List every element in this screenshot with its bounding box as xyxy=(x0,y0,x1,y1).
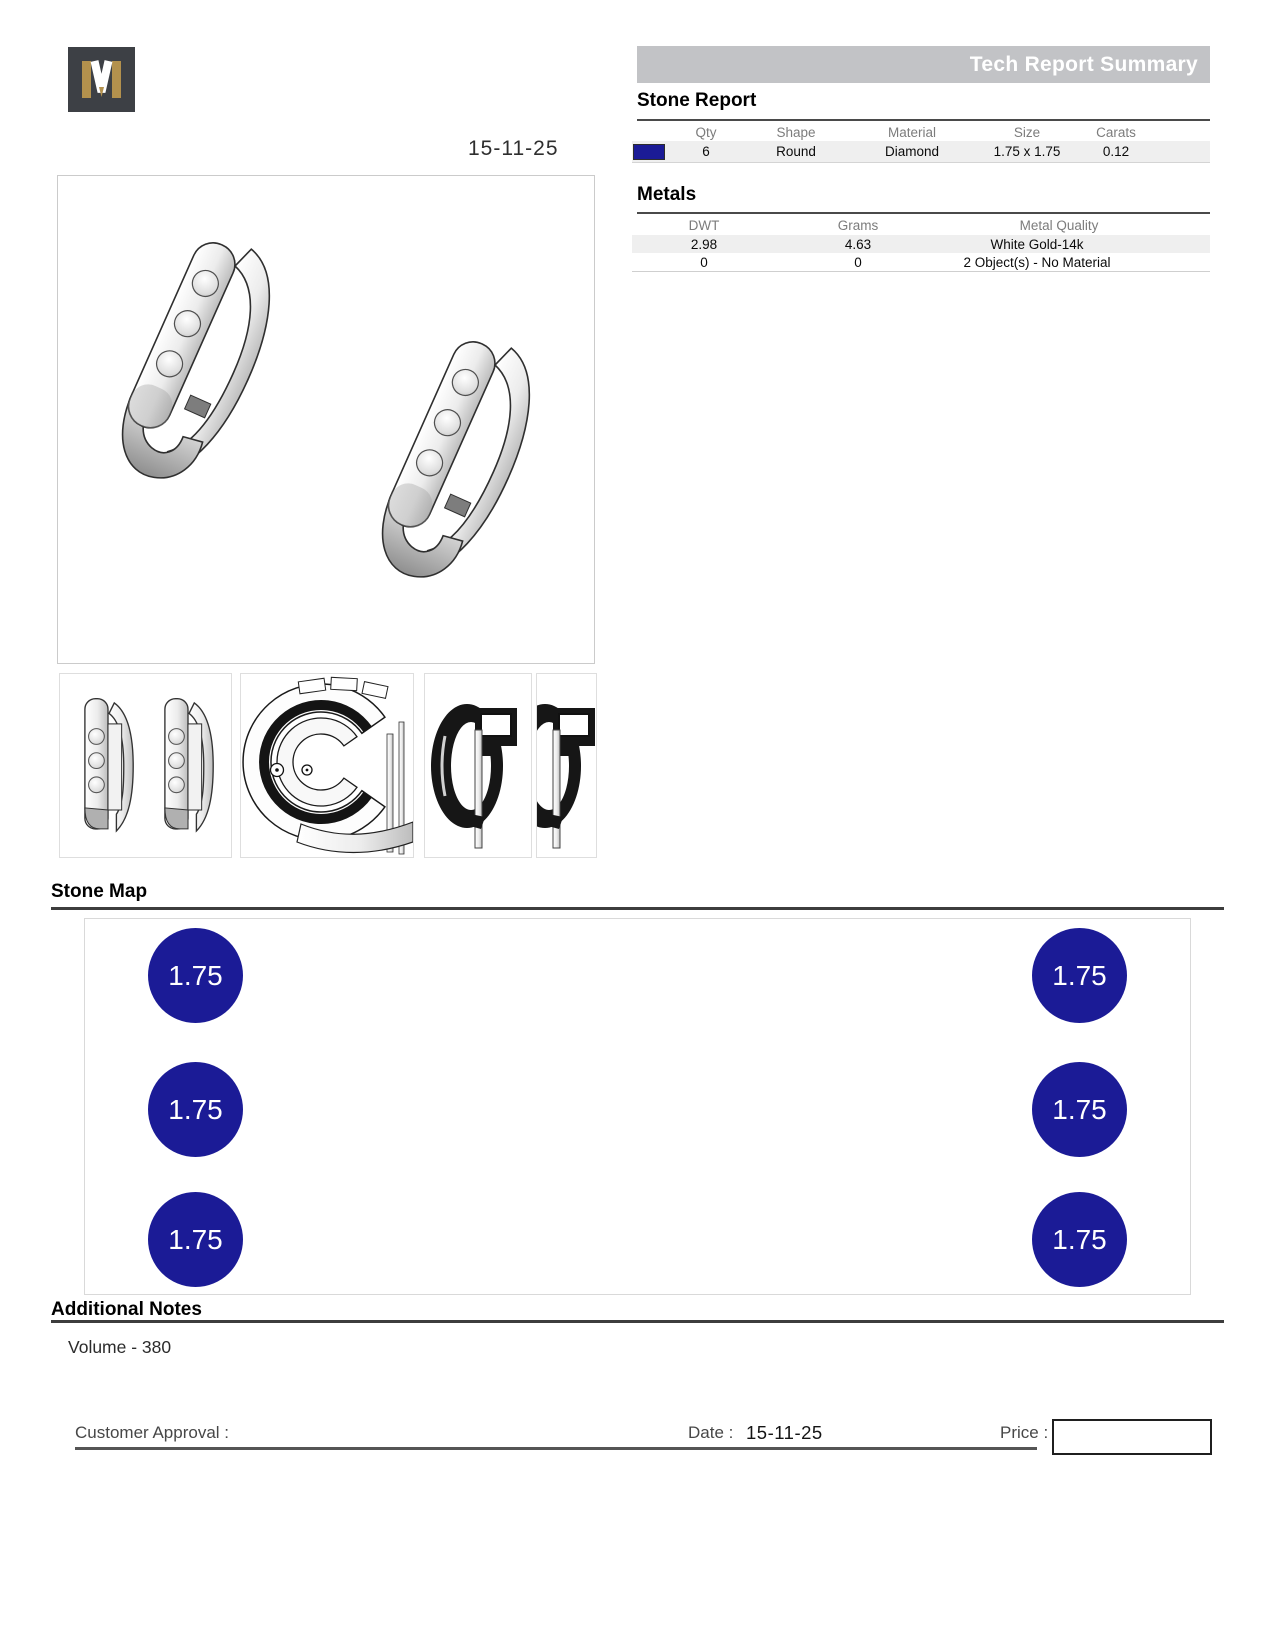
stone-marker: 1.75 xyxy=(148,1062,243,1157)
metals-heading: Metals xyxy=(637,184,697,205)
customer-approval-label: Customer Approval : xyxy=(75,1423,230,1442)
thumbnail-dark-side-view-2 xyxy=(536,673,597,858)
col-qty: Qty xyxy=(695,125,717,140)
cell-shape: Round xyxy=(776,144,816,159)
col-size: Size xyxy=(1013,125,1041,140)
footer-date-label: Date : xyxy=(688,1423,734,1442)
stone-marker: 1.75 xyxy=(1032,1062,1127,1157)
cell-dwt-2: 0 xyxy=(700,255,708,270)
additional-notes-rule xyxy=(51,1320,1224,1323)
report-title-bar xyxy=(637,46,1210,83)
main-render-image xyxy=(57,175,595,664)
col-metal-quality: Metal Quality xyxy=(1019,218,1099,233)
col-dwt: DWT xyxy=(688,218,720,233)
stone-marker: 1.75 xyxy=(1032,1192,1127,1287)
cell-quality-2: 2 Object(s) - No Material xyxy=(963,255,1111,270)
cell-grams-1: 4.63 xyxy=(844,237,872,252)
additional-notes-heading: Additional Notes xyxy=(51,1299,202,1320)
col-material: Material xyxy=(887,125,937,140)
brand-logo-m-icon xyxy=(68,47,135,112)
thumbnail-side-views xyxy=(59,673,232,858)
metals-row-2 xyxy=(632,253,1210,272)
cell-size: 1.75 x 1.75 xyxy=(993,144,1061,159)
thumbnail-hoop-closeup xyxy=(240,673,414,858)
cell-material: Diamond xyxy=(884,144,940,159)
cell-carats: 0.12 xyxy=(1102,144,1130,159)
col-grams: Grams xyxy=(837,218,879,233)
stone-report-rule xyxy=(637,119,1210,121)
report-date: 15-11-25 xyxy=(468,137,559,160)
col-carats: Carats xyxy=(1096,125,1136,140)
price-input-box[interactable] xyxy=(1052,1419,1212,1455)
stone-marker: 1.75 xyxy=(148,1192,243,1287)
cell-quality-1: White Gold-14k xyxy=(990,237,1084,252)
stone-map-heading: Stone Map xyxy=(51,881,148,902)
stone-color-swatch xyxy=(633,144,665,160)
thumbnail-dark-side-view xyxy=(424,673,532,858)
stone-report-heading: Stone Report xyxy=(637,90,757,111)
signature-line xyxy=(75,1447,1037,1450)
stone-marker: 1.75 xyxy=(1032,928,1127,1023)
price-label: Price : xyxy=(1000,1423,1049,1442)
stone-marker: 1.75 xyxy=(148,928,243,1023)
col-shape: Shape xyxy=(776,125,816,140)
note-volume: Volume - 380 xyxy=(68,1337,172,1357)
cell-dwt-1: 2.98 xyxy=(690,237,718,252)
metals-rule xyxy=(637,212,1210,214)
metals-row-1 xyxy=(632,235,1210,253)
report-title: Tech Report Summary xyxy=(969,53,1198,76)
stone-map-rule xyxy=(51,907,1224,910)
cell-qty: 6 xyxy=(702,144,710,159)
footer-date-value: 15-11-25 xyxy=(746,1422,823,1443)
cell-grams-2: 0 xyxy=(854,255,862,270)
stone-map-canvas xyxy=(84,918,1191,1295)
